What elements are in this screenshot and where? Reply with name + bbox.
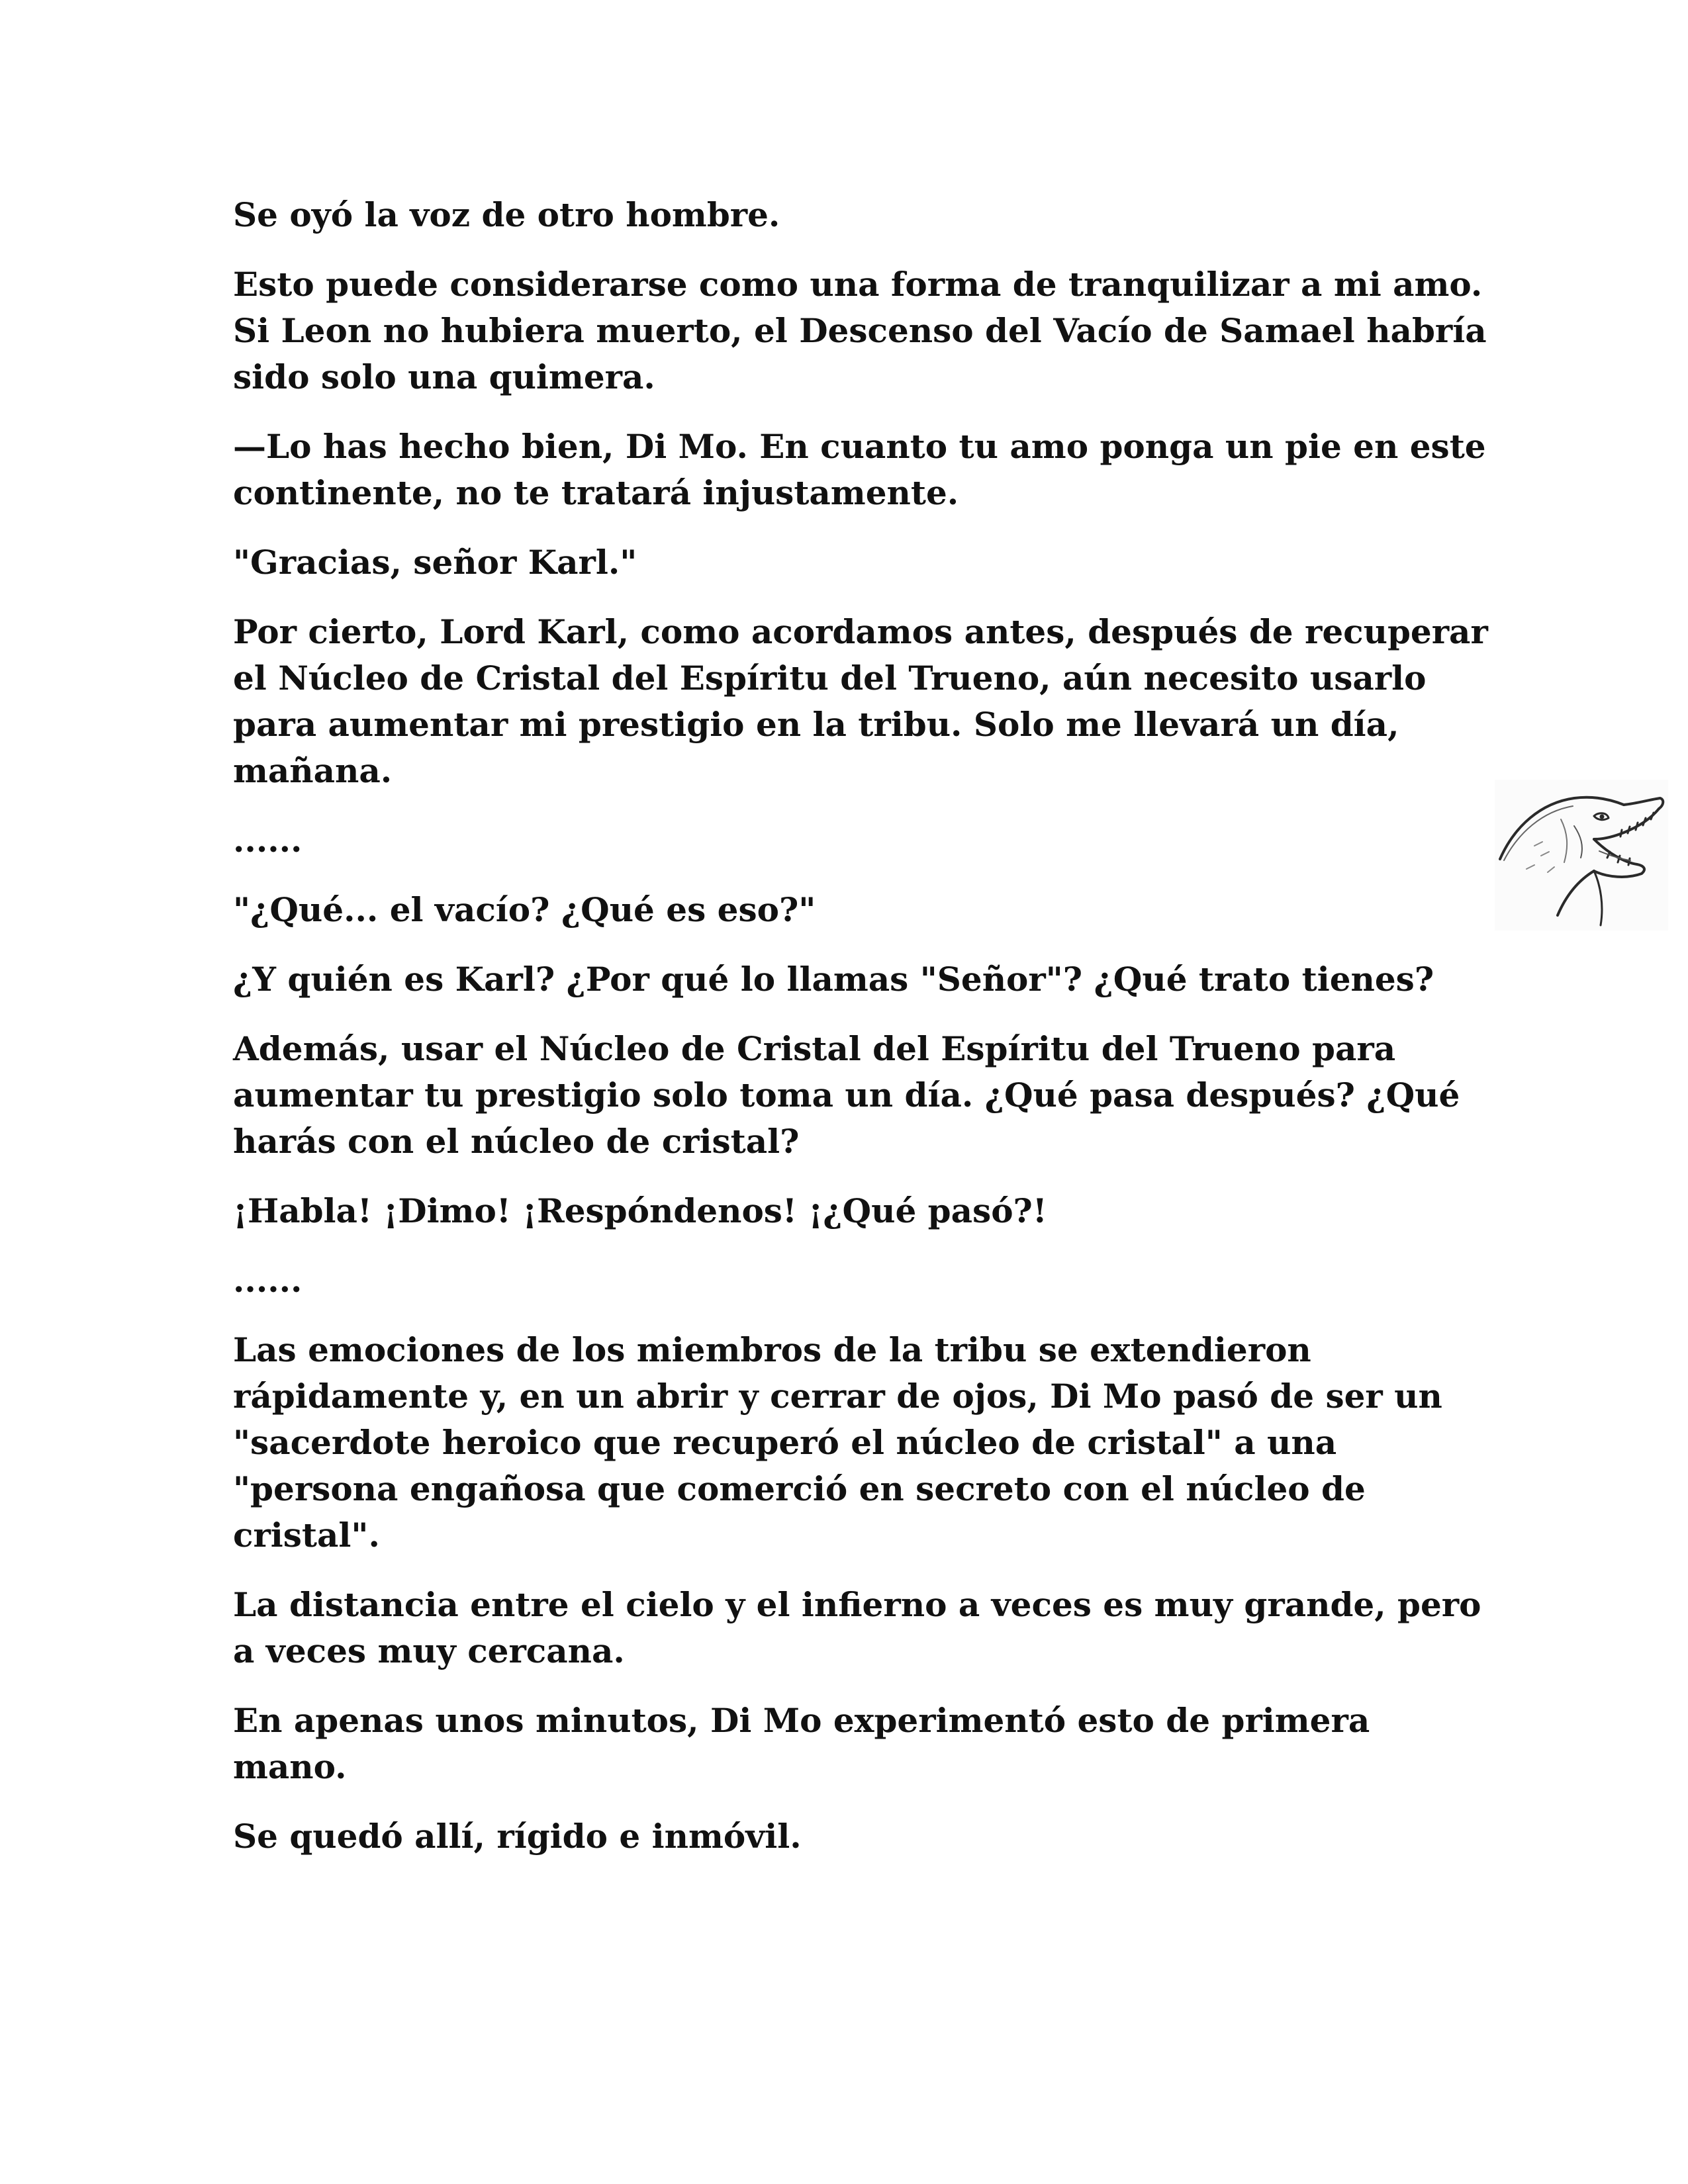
paragraph: "Gracias, señor Karl." xyxy=(233,543,637,582)
paragraph: Se oyó la voz de otro hombre. xyxy=(233,195,780,234)
paragraph: "¿Qué... el vacío? ¿Qué es eso?" xyxy=(233,890,816,929)
scene-break: ...... xyxy=(233,1261,303,1300)
paragraph: —Lo has hecho bien, Di Mo. En cuanto tu amo ponga un pie en este continente, no te tratará injustamente. xyxy=(233,427,1486,512)
paragraph: Se quedó allí, rígido e inmóvil. xyxy=(233,1817,802,1856)
paragraph: ¿Y quién es Karl? ¿Por qué lo llamas "Señor"? ¿Qué trato tienes? xyxy=(233,960,1434,999)
paragraph: La distancia entre el cielo y el infierno a veces es muy grande, pero a veces muy cercana. xyxy=(233,1585,1481,1670)
paragraph: Esto puede considerarse como una forma de tranquilizar a mi amo. Si Leon no hubiera muerto, el Descenso del Vacío de Samael habría sido solo una quimera. xyxy=(233,265,1487,396)
paragraph: Además, usar el Núcleo de Cristal del Espíritu del Trueno para aumentar tu prestigio solo toma un día. ¿Qué pasa después? ¿Qué harás con el núcleo de cristal? xyxy=(233,1029,1460,1161)
paragraph: ¡Habla! ¡Dimo! ¡Respóndenos! ¡¿Qué pasó?! xyxy=(233,1191,1047,1230)
paragraph: En apenas unos minutos, Di Mo experimentó esto de primera mano. xyxy=(233,1701,1370,1786)
scene-break: ...... xyxy=(233,821,303,860)
story-text xyxy=(233,192,1491,1883)
paragraph: Por cierto, Lord Karl, como acordamos antes, después de recuperar el Núcleo de Cristal del Espíritu del Trueno, aún necesito usarlo para aumentar mi prestigio en la tribu. Solo me llevará un día, mañana. xyxy=(233,612,1488,790)
dinosaur-sketch-icon xyxy=(1495,780,1668,931)
paragraph: Las emociones de los miembros de la tribu se extendieron rápidamente y, en un abrir y cerrar de ojos, Di Mo pasó de ser un "sacerdote heroico que recuperó el núcleo de cristal" a una "persona engañosa que comerció en secreto con el núcleo de cristal". xyxy=(233,1330,1442,1555)
